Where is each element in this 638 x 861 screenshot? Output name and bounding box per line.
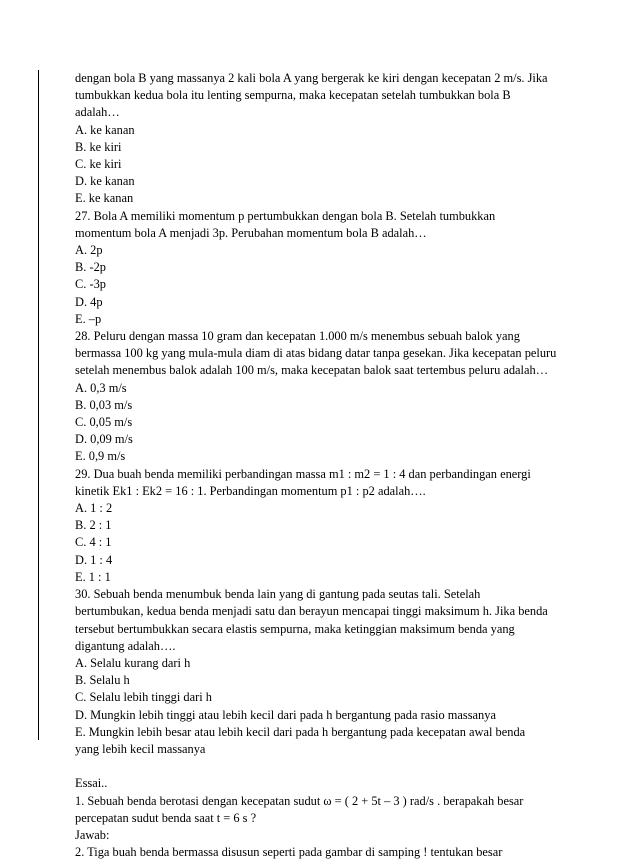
- text-line: D. ke kanan: [75, 174, 135, 189]
- text-line: E. Mungkin lebih besar atau lebih kecil dari pada h bergantung pada kecepatan awal benda: [75, 724, 526, 739]
- text-line: B. 2 : 1: [75, 518, 112, 533]
- text-line: 30. Sebuah benda menumbuk benda lain yang di gantung pada seutas tali. Setelah: [75, 587, 481, 602]
- text-line: digantung adalah….: [75, 638, 176, 653]
- text-line: B. 0,03 m/s: [75, 397, 133, 412]
- left-margin-rule: [38, 70, 39, 740]
- text-line: E. ke kanan: [75, 191, 134, 206]
- text-line: B. -2p: [75, 260, 106, 275]
- text-line: dengan bola B yang massanya 2 kali bola A yang bergerak ke kiri dengan kecepatan 2 m/s. Jika: [75, 71, 548, 85]
- text-line: kinetik Ek1 : Ek2 = 16 : 1. Perbandingan momentum p1 : p2 adalah….: [75, 483, 426, 498]
- text-line: 1. Sebuah benda berotasi dengan kecepatan sudut ω = ( 2 + 5t – 3 ) rad/s . berapakah besar: [75, 793, 524, 808]
- text-line: percepatan sudut benda saat t = 6 s ?: [75, 810, 257, 825]
- text-line: C. 4 : 1: [75, 535, 112, 550]
- text-line: tumbukkan kedua bola itu lenting sempurna, maka kecepatan setelah tumbukkan bola B: [75, 88, 511, 103]
- text-line: 2. Tiga buah benda bermassa disusun seperti pada gambar di samping ! tentukan besar: [75, 845, 503, 860]
- text-line: 27. Bola A memiliki momentum p pertumbukkan dengan bola B. Setelah tumbukkan: [75, 208, 496, 223]
- text-line: C. -3p: [75, 277, 106, 292]
- text-line: Jawab:: [75, 827, 110, 842]
- text-line: D. 1 : 4: [75, 552, 113, 567]
- text-line: [75, 758, 565, 775]
- text-line: Essai..: [75, 776, 108, 791]
- text-line: E. 0,9 m/s: [75, 449, 126, 464]
- text-line: D. Mungkin lebih tinggi atau lebih kecil dari pada h bergantung pada rasio massanya: [75, 707, 496, 722]
- text-line: E. –p: [75, 311, 102, 326]
- text-line: D. 4p: [75, 294, 103, 309]
- text-line: C. Selalu lebih tinggi dari h: [75, 690, 212, 705]
- text-line: A. ke kanan: [75, 122, 135, 137]
- text-line: setelah menembus balok adalah 100 m/s, maka kecepatan balok saat tertembus peluru adalah…: [75, 363, 549, 378]
- text-line: A. 1 : 2: [75, 501, 113, 516]
- text-line: C. 0,05 m/s: [75, 415, 133, 430]
- text-line: A. 2p: [75, 243, 103, 258]
- text-line: 29. Dua buah benda memiliki perbandingan massa m1 : m2 = 1 : 4 dan perbandingan energi: [75, 466, 531, 481]
- text-line: 28. Peluru dengan massa 10 gram dan kecepatan 1.000 m/s menembus sebuah balok yang: [75, 329, 520, 344]
- text-line: C. ke kiri: [75, 157, 122, 172]
- text-line: E. 1 : 1: [75, 569, 111, 584]
- text-line: B. Selalu h: [75, 673, 130, 688]
- text-line: momentum bola A menjadi 3p. Perubahan momentum bola B adalah…: [75, 225, 427, 240]
- text-line: A. Selalu kurang dari h: [75, 655, 191, 670]
- text-line: D. 0,09 m/s: [75, 432, 133, 447]
- text-line: adalah…: [75, 105, 120, 120]
- document-body: [75, 70, 565, 861]
- text-line: tersebut bertumbukkan secara elastis sempurna, maka ketinggian maksimum benda yang: [75, 621, 515, 636]
- text-line: bertumbukan, kedua benda menjadi satu dan berayun mencapai tinggi maksimum h. Jika benda: [75, 604, 548, 619]
- text-line: A. 0,3 m/s: [75, 380, 127, 395]
- text-line: bermassa 100 kg yang mula-mula diam di atas bidang datar tanpa gesekan. Jika kecepatan peluru: [75, 346, 557, 361]
- text-line: B. ke kiri: [75, 139, 122, 154]
- text-line: yang lebih kecil massanya: [75, 741, 206, 756]
